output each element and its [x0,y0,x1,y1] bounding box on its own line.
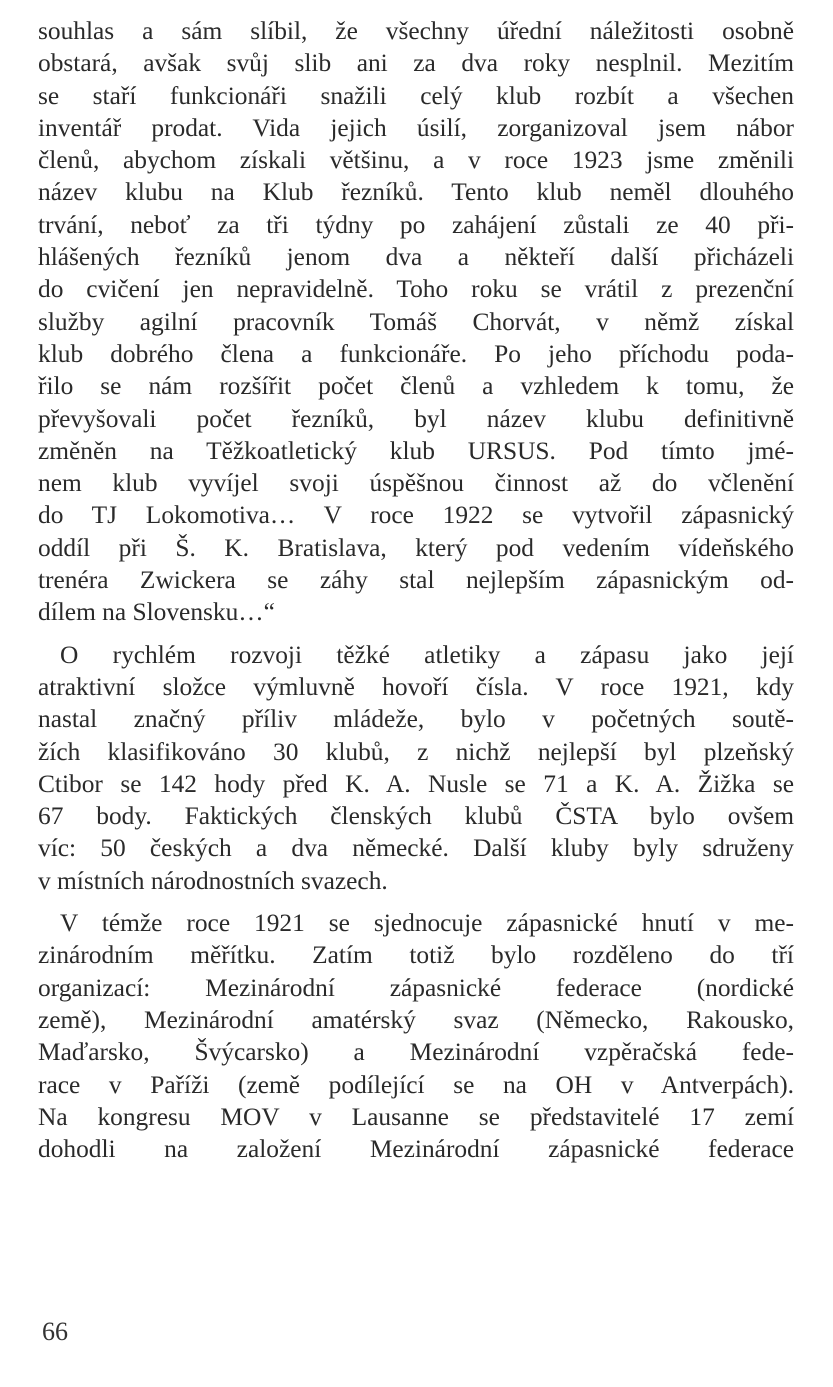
text-line: Na kongresu MOV v Lausanne se představitelé 17 zemí [38,1102,794,1131]
text-line: zinárodním měřítku. Zatím totiž bylo rozděleno do tří [38,941,794,970]
text-line: inventář prodat. Vida jejich úsilí, zorganizoval jsem nábor [38,113,794,142]
text-line: Maďarsko, Švýcarsko) a Mezinárodní vzpěračská fede- [38,1038,794,1067]
text-line: služby agilní pracovník Tomáš Chorvát, v němž získal [38,307,794,336]
text-line: dílem na Slovensku…“ [38,598,275,627]
text-line: do TJ Lokomotiva… V roce 1922 se vytvořil zápasnický [38,501,794,530]
text-line: víc: 50 českých a dva německé. Další kluby byly sdruženy [38,834,794,863]
text-line: řilo se nám rozšířit počet členů a vzhledem k tomu, že [38,372,794,401]
text-line: v místních národnostních svazech. [38,866,388,895]
text-line: členů, abychom získali většinu, a v roce 1923 jsme změnili [38,146,794,175]
paragraph-3 [38,907,794,1165]
text-line: atraktivní složce výmluvně hovoří čísla. V roce 1921, kdy [38,672,794,701]
text-line: země), Mezinárodní amatérský svaz (Německo, Rakousko, [38,1005,794,1034]
text-line: název klubu na Klub řezníků. Tento klub neměl dlouhého [38,178,794,207]
text-line: oddíl při Š. K. Bratislava, který pod vedením vídeňského [38,533,794,562]
text-line: V témže roce 1921 se sjednocuje zápasnické hnutí v me- [60,909,794,938]
text-line: trenéra Zwickera se záhy stal nejlepším zápasnickým od- [38,566,794,595]
text-line: 67 body. Faktických členských klubů ČSTA bylo ovšem [38,802,794,831]
text-line: hlášených řezníků jenom dva a někteří další přicházeli [38,243,794,272]
paragraph-2 [38,639,794,897]
text-line: převyšovali počet řezníků, byl název klubu definitivně [38,404,794,433]
text-line: trvání, neboť za tři týdny po zahájení zůstali ze 40 při- [38,210,794,239]
text-line: nem klub vyvíjel svoji úspěšnou činnost až do včlenění [38,469,794,498]
text-line: organizací: Mezinárodní zápasnické federace (nordické [38,973,794,1002]
text-line: souhlas a sám slíbil, že všechny úřední náležitosti osobně [38,17,794,45]
paragraph-1 [38,15,794,629]
text-line: O rychlém rozvoji těžké atletiky a zápasu jako její [60,640,794,669]
text-line: dohodli na založení Mezinárodní zápasnické federace [38,1135,794,1164]
paragraph-gap [38,897,794,907]
body-text [38,15,794,1165]
text-line: klub dobrého člena a funkcionáře. Po jeho příchodu poda- [38,339,794,368]
text-line: do cvičení jen nepravidelně. Toho roku se vrátil z prezenční [38,275,794,304]
text-line: nastal značný příliv mládeže, bylo v početných soutě- [38,705,794,734]
page-number: 66 [42,1317,68,1346]
text-line: race v Paříži (země podílející se na OH v Antverpách). [38,1070,794,1099]
text-line: změněn na Těžkoatletický klub URSUS. Pod tímto jmé- [38,436,794,465]
text-line: žích klasifikováno 30 klubů, z nichž nejlepší byl plzeňský [38,737,794,766]
text-line: obstará, avšak svůj slib ani za dva roky nesplnil. Mezitím [38,49,794,78]
text-line: Ctibor se 142 hody před K. A. Nusle se 71 a K. A. Žižka se [38,769,794,798]
text-line: se staří funkcionáři snažili celý klub rozbít a všechen [38,81,794,110]
paragraph-gap [38,629,794,639]
